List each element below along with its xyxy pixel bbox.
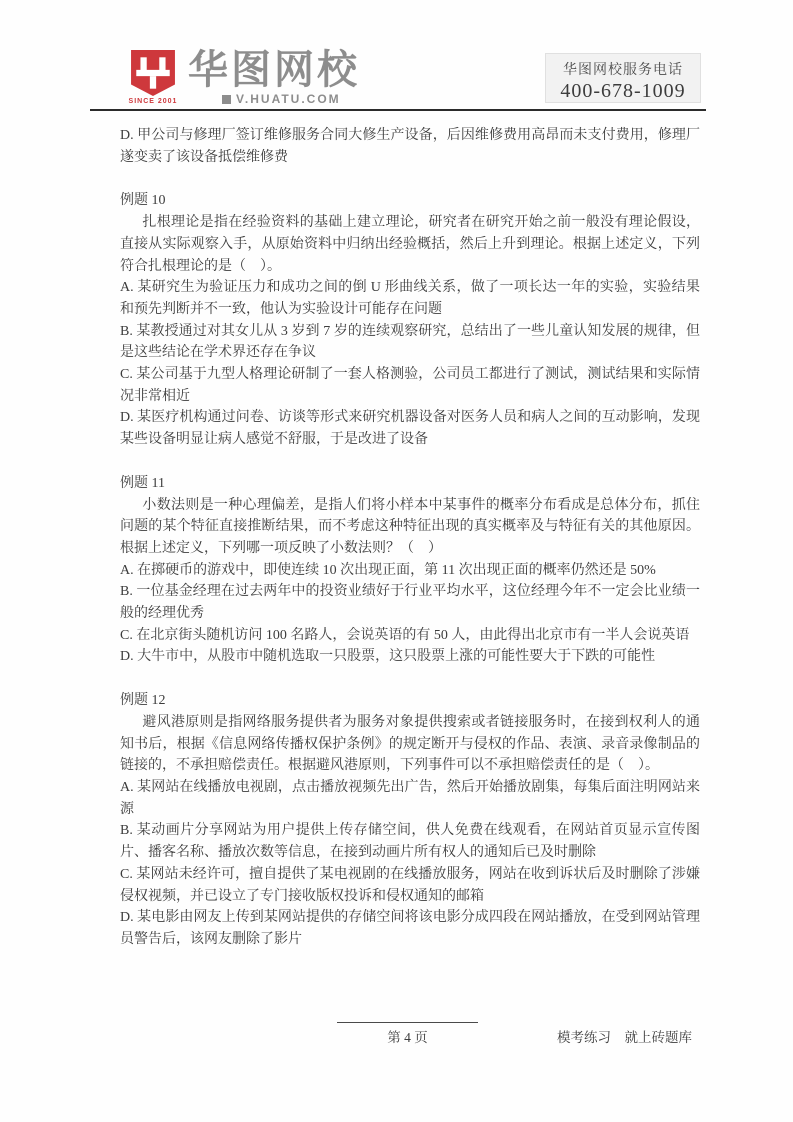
since-label: SINCE 2001	[128, 98, 178, 105]
answer-option: B. 某教授通过对其女儿从 3 岁到 7 岁的连续观察研究，总结出了一些儿童认知发展的规律，但是这些结论在学术界还存在争议	[120, 323, 700, 361]
answer-option: D. 甲公司与修理厂签订维修服务合同大修生产设备，后因维修费用高昂而未支付费用，修理厂遂变卖了该设备抵偿维修费	[120, 128, 700, 165]
brand-domain	[222, 92, 341, 106]
header-divider	[90, 109, 706, 111]
answer-option: C. 在北京街头随机访问 100 名路人，会说英语的有 50 人，由此得出北京市有一半人会说英语	[120, 627, 690, 643]
example-heading: 例题 12	[120, 693, 166, 709]
question-stem: 小数法则是一种心理偏差，是指人们将小样本中某事件的概率分布看成是总体分布，抓住问题的某个特征直接推断结果，而不考虑这种特征出现的真实概率及与特征有关的其他原因。根据上述定义，下列哪一项反映了小数法则？（ ）	[120, 497, 700, 556]
footer-divider	[337, 1022, 478, 1023]
question-stem: 扎根理论是指在经验资料的基础上建立理论，研究者在研究开始之前一般没有理论假设，直接从实际观察入手，从原始资料中归纳出经验概括，然后上升到理论。根据上述定义，下列符合扎根理论的是（ ）。	[120, 215, 700, 274]
answer-option: D. 某医疗机构通过问卷、访谈等形式来研究机器设备对医务人员和病人之间的互动影响，发现某些设备明显让病人感觉不舒服，于是改进了设备	[120, 410, 700, 448]
answer-option: A. 某网站在线播放电视剧，点击播放视频先出广告，然后开始播放剧集，每集后面注明网站来源	[120, 779, 700, 817]
service-phone-number: 400-678-1009	[560, 80, 686, 102]
huatu-monogram-icon	[130, 50, 176, 96]
huatu-shield-logo	[127, 50, 179, 105]
example-heading: 例题 10	[120, 193, 166, 209]
example-heading: 例题 11	[120, 475, 165, 491]
answer-option: C. 某公司基于九型人格理论研制了一套人格测验，公司员工都进行了测试，测试结果和实际情况非常相近	[120, 367, 700, 404]
footer-slogan: 模考练习 就上砖题库	[557, 1030, 692, 1045]
answer-option: D. 大牛市中，从股市中随机选取一只股票，这只股票上涨的可能性要大于下跌的可能性	[120, 649, 656, 665]
answer-option: D. 某电影由网友上传到某网站提供的存储空间将该电影分成四段在网站播放，在受到网站管理员警告后，该网友删除了影片	[120, 910, 700, 947]
brand-domain-label: V.HUATU.COM	[236, 92, 341, 106]
answer-option: B. 一位基金经理在过去两年中的投资业绩好于行业平均水平，这位经理今年不一定会比业绩一般的经理优秀	[120, 584, 700, 622]
service-phone-label: 华图网校服务电话	[563, 63, 683, 78]
question-stem: 避风港原则是指网络服务提供者为服务对象提供搜索或者链接服务时，在接到权利人的通知书后，根据《信息网络传播权保护条例》的规定断开与侵权的作品、表演、录音录像制品的链接的，不承担赔偿责任。根据避风港原则，下列事件可以不承担赔偿责任的是（ ）。	[120, 714, 700, 774]
answer-option: A. 在掷硬币的游戏中，即使连续 10 次出现正面，第 11 次出现正面的概率仍然还是 50%	[120, 562, 656, 578]
service-phone-box	[545, 53, 701, 103]
brand-title: 华图网校	[188, 48, 360, 92]
answer-option: A. 某研究生为验证压力和成功之间的倒 U 形曲线关系，做了一项长达一年的实验，实验结果和预先判断并不一致，他认为实验设计可能存在问题	[120, 280, 700, 317]
document-body	[120, 125, 700, 951]
logo-square-icon	[222, 95, 231, 104]
answer-option: B. 某动画片分享网站为用户提供上传存储空间，供人免费在线观看，在网站首页显示宣传图片、播客名称、播放次数等信息，在接到动画片所有权人的通知后已及时删除	[120, 823, 700, 861]
page-number: 第 4 页	[387, 1030, 428, 1045]
answer-option: C. 某网站未经许可，擅自提供了某电视剧的在线播放服务，网站在收到诉状后及时删除了涉嫌侵权视频，并已设立了专门接收版权投诉和侵权通知的邮箱	[120, 866, 700, 904]
